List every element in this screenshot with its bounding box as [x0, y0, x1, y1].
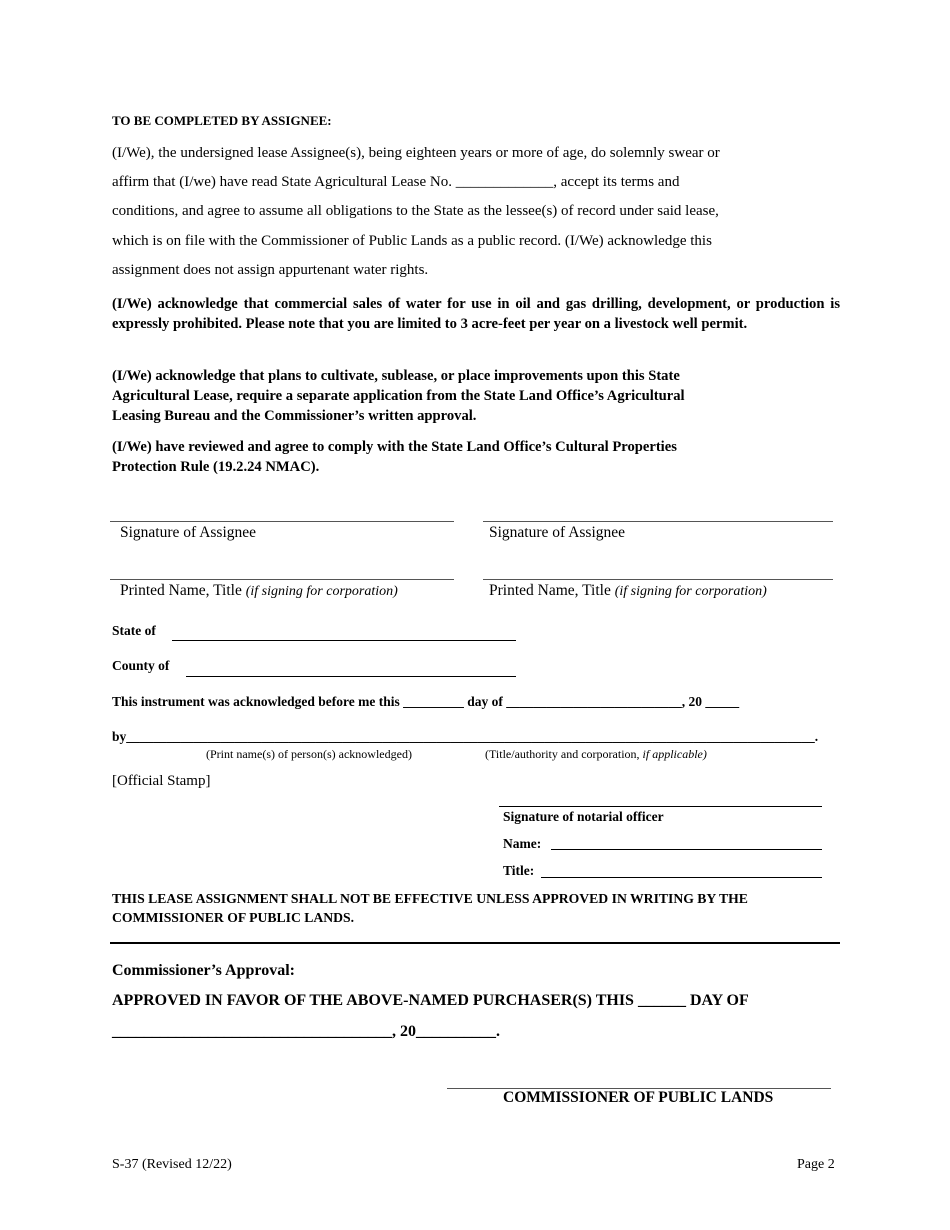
print-names-caption: (Print name(s) of person(s) acknowledged) [206, 747, 412, 761]
notary-signature-line[interactable] [499, 806, 822, 807]
title-caption-text: (Title/authority and corporation, [485, 747, 640, 761]
effectiveness-warning [112, 889, 840, 927]
page-number: Page 2 [797, 1157, 835, 1172]
intro-line-4: which is on file with the Commissioner of Public Lands as a public record. (I/We) acknowledge this [112, 232, 712, 249]
approval-line-2: ___________________________________, 20__________. [112, 1023, 500, 1040]
county-label: County of [112, 658, 170, 673]
commissioner-label: COMMISSIONER OF PUBLIC LANDS [503, 1089, 774, 1106]
notary-name-line[interactable] [551, 849, 822, 850]
printed-name-note: (if signing for corporation) [614, 584, 767, 599]
printed-name-text: Printed Name, Title [489, 582, 611, 599]
assignee-2-printed-name-line[interactable] [483, 579, 833, 580]
intro-line-2-end: , accept its terms and [553, 174, 680, 191]
intro-line-2-start: affirm that (I/we) have read State Agricultural Lease No. [112, 174, 452, 191]
printed-name-text: Printed Name, Title [120, 582, 242, 599]
warning-line-2: COMMISSIONER OF PUBLIC LANDS. [112, 910, 355, 925]
notary-title-label: Title: [503, 863, 535, 878]
state-field-line[interactable] [172, 640, 516, 641]
cultivate-line-3: Leasing Bureau and the Commissioner’s written approval. [112, 408, 477, 424]
warning-line-1: THIS LEASE ASSIGNMENT SHALL NOT BE EFFECTIVE UNLESS APPROVED IN WRITING BY THE [112, 891, 748, 906]
assignee-2-printed-name-label [489, 582, 767, 600]
assignee-1-signature-line[interactable] [110, 521, 454, 522]
water-sales-paragraph: (I/We) acknowledge that commercial sales of water for use in oil and gas drilling, development, or production is expressly prohibited. Please note that you are limited to 3 acre-feet per year on a livestock well permit. [112, 296, 840, 332]
state-label: State of [112, 623, 156, 638]
county-field-line[interactable] [186, 676, 516, 677]
assignee-1-printed-name-label [120, 582, 398, 600]
acknowledgment-line: This instrument was acknowledged before me this _________ day of __________________________, 20 _____ [112, 694, 740, 709]
lease-number-blank[interactable]: _____________ [455, 174, 554, 191]
cultural-line-2: Protection Rule (19.2.24 NMAC). [112, 459, 320, 475]
assignee-2-signature-line[interactable] [483, 521, 833, 522]
intro-line-2 [112, 168, 839, 197]
title-caption-italic: if applicable) [642, 747, 707, 761]
notary-title-line[interactable] [541, 877, 822, 878]
official-stamp-label: [Official Stamp] [112, 773, 211, 789]
printed-name-note: (if signing for corporation) [245, 584, 398, 599]
intro-line-3: conditions, and agree to assume all obligations to the State as the lessee(s) of record under said lease, [112, 203, 719, 220]
cultural-line-1: (I/We) have reviewed and agree to comply with the State Land Office’s Cultural Properties [112, 439, 677, 455]
cultivate-line-1: (I/We) acknowledge that plans to cultivate, sublease, or place improvements upon this State [112, 368, 680, 384]
assignee-1-printed-name-line[interactable] [110, 579, 454, 580]
form-revision: S-37 (Revised 12/22) [112, 1157, 232, 1172]
notary-name-label: Name: [503, 836, 542, 851]
section-divider [110, 942, 840, 944]
title-authority-caption [485, 747, 707, 762]
cultivate-paragraph [112, 366, 840, 426]
cultural-paragraph [112, 437, 840, 477]
acknowledged-by-line: by______________________________________________________________________________________________________. [112, 729, 819, 744]
assignee-1-signature-label: Signature of Assignee [120, 524, 257, 541]
assignee-2-signature-label: Signature of Assignee [489, 524, 626, 541]
intro-line-1: (I/We), the undersigned lease Assignee(s), being eighteen years or more of age, do solemnly swear or [112, 145, 720, 161]
notary-signature-label: Signature of notarial officer [503, 809, 664, 824]
cultivate-line-2: Agricultural Lease, require a separate application from the State Land Office’s Agricultural [112, 388, 685, 404]
section-heading: TO BE COMPLETED BY ASSIGNEE: [112, 113, 332, 128]
intro-line-5: assignment does not assign appurtenant water rights. [112, 261, 429, 278]
approval-line-1: APPROVED IN FAVOR OF THE ABOVE-NAMED PURCHASER(S) THIS ______ DAY OF [112, 992, 749, 1009]
approval-heading: Commissioner’s Approval: [112, 962, 295, 979]
intro-paragraph [112, 139, 839, 285]
